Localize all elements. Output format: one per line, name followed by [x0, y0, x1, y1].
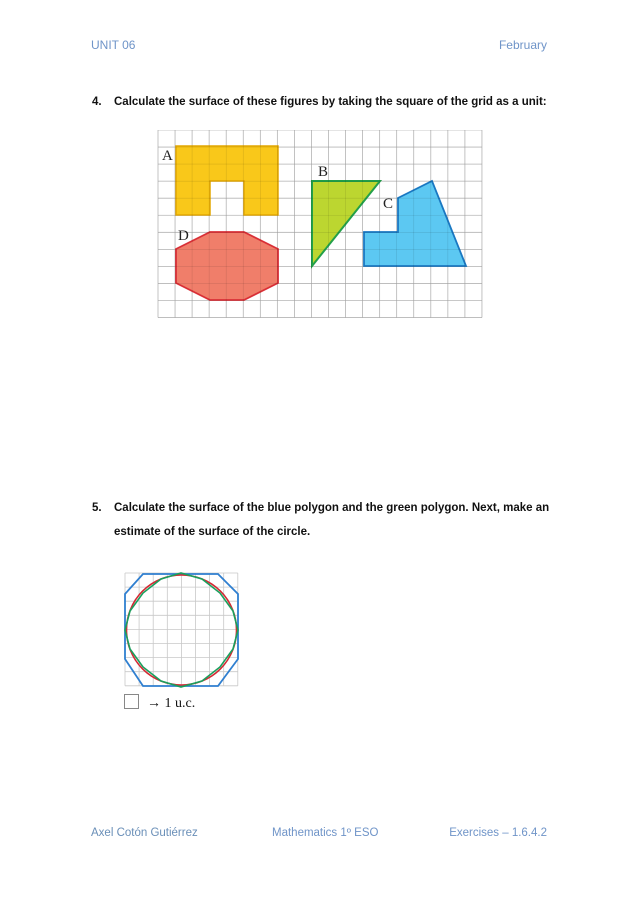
question-4-figure	[156, 130, 486, 320]
legend-text: → 1 u.c.	[147, 696, 196, 711]
question-5-line1: Calculate the surface of the blue polygon and the green polygon. Next, make an	[114, 502, 550, 514]
header-month: February	[498, 38, 547, 52]
footer-author: Axel Cotón Gutiérrez	[91, 827, 198, 839]
label-b: B	[318, 164, 329, 180]
question-5	[92, 496, 552, 544]
label-c: C	[383, 196, 394, 212]
footer-exercise: Exercises – 1.6.4.2	[449, 827, 547, 839]
question-5-number: 5.	[92, 502, 102, 514]
shape-a	[176, 146, 278, 215]
label-a: A	[162, 148, 173, 164]
shape-d	[176, 232, 278, 300]
footer-course: Mathematics 1º ESO	[272, 827, 379, 839]
legend	[124, 694, 195, 712]
question-5-line2: estimate of the surface of the circle.	[114, 526, 311, 538]
question-4-text: Calculate the surface of these figures by taking the square of the grid as a unit:	[114, 96, 547, 108]
label-d: D	[178, 228, 189, 244]
header-unit: UNIT 06	[91, 38, 136, 52]
question-5-figure	[123, 571, 243, 691]
unit-square-icon	[124, 694, 139, 709]
question-4-number: 4.	[92, 96, 102, 108]
question-4	[92, 90, 552, 114]
